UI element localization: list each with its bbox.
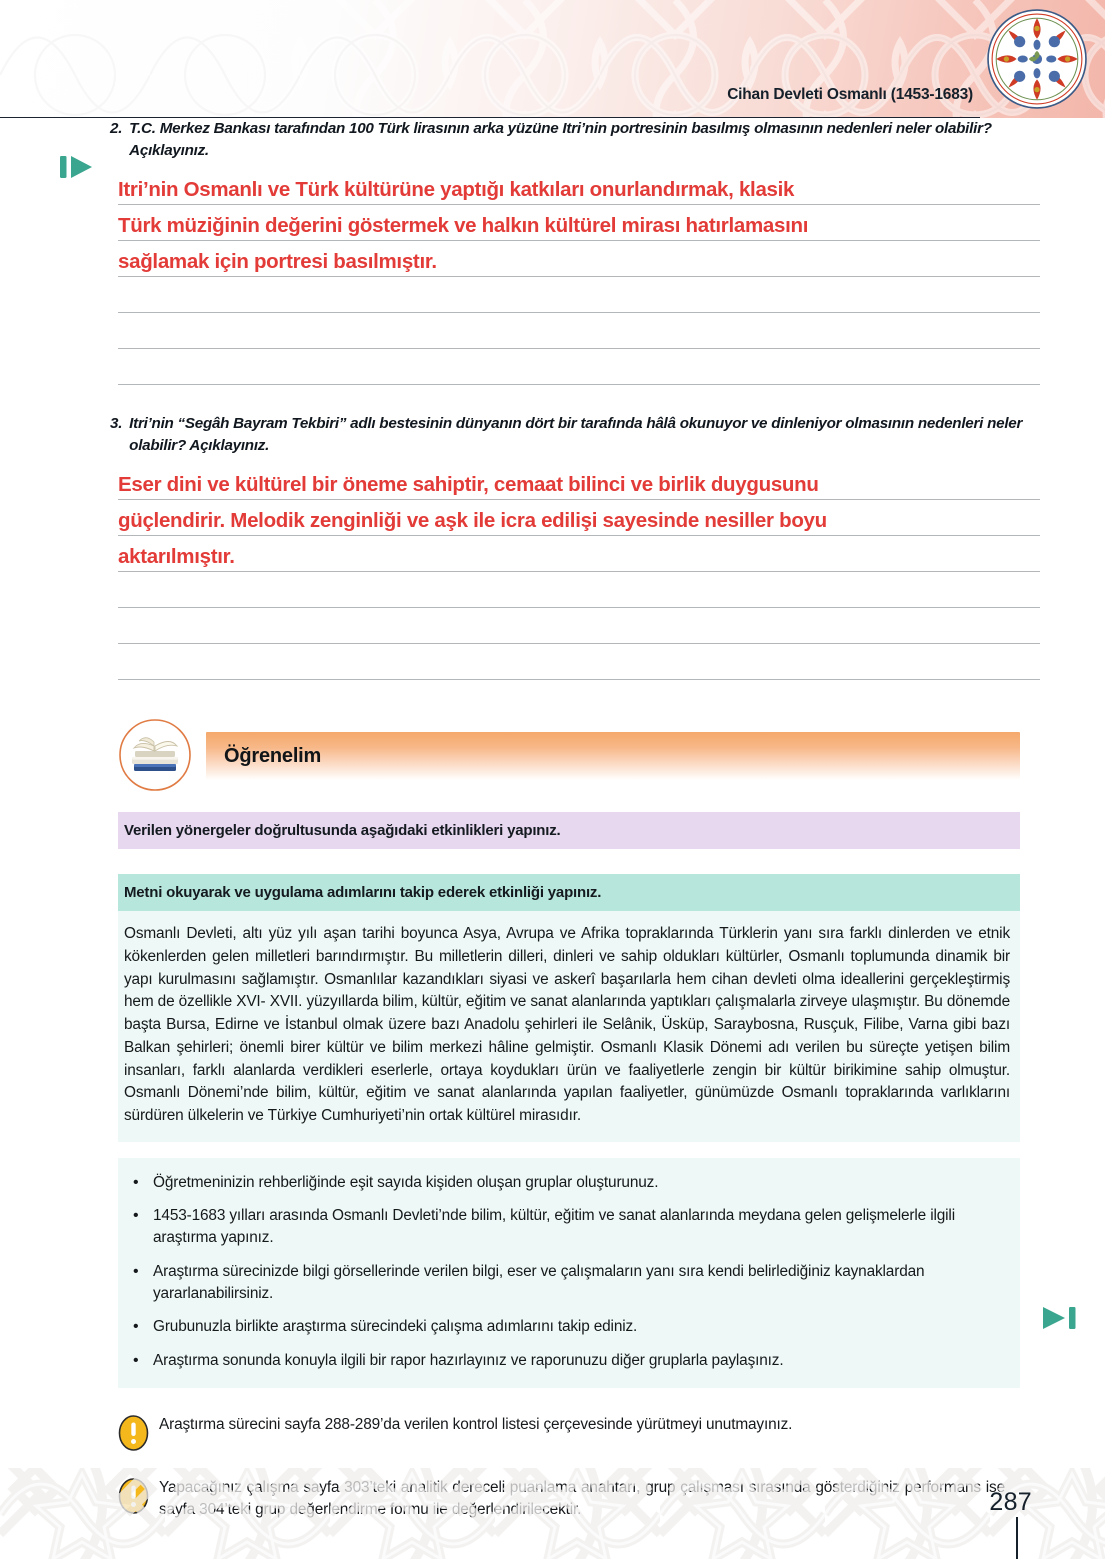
question-heading (0, 118, 1105, 161)
answer-line[interactable] (118, 572, 1040, 608)
note-row (118, 1388, 1005, 1451)
answer-text: Eser dini ve kültürel bir öneme sahiptir, cemaat bilinci ve birlik duygusunu (118, 473, 819, 497)
body-paragraph: Osmanlı Devleti, altı yüz yılı aşan tarihi boyunca Asya, Avrupa ve Afrika topraklarında Türklerin yanı sıra farklı dinlerden ve etnik kökenlerden gelen milletleri barındırmıştır. Bu milletlerin dilleri, dinleri ve sahip oldukları kültürler, Osmanlı toplumunda dinamik bir yapı kurulmasını sağlamıştır. Osmanlılar kazandıkları siyasi ve askerî başarılarla hem cihan devleti olma ideallerini gerçekleştirmiş hem de özellikle XVI- XVII. yüzyıllarda bilim, kültür, eğitim ve sanat alanlarında yaptıkları çalışmalarla zirveye ulaşmıştır. Bu dönemde başta Bursa, Edirne ve İstanbul olmak üzere bazı Anadolu şehirleri ile Selânik, Üsküp, Saraybosna, Rusçuk, Filibe, Varna gibi bazı Balkan şehirleri; önemli birer kültür ve bilim merkezi hâline gelmiştir. Osmanlı Klasik Dönemi adı verilen bu süreçte yetişen bilim insanları, farklı alanlarda verdikleri eserlerle, ortaya koydukları ürün ve faaliyetlerle zengin bir kültür birikimine sahip olmuştur. Osmanlı Dönemi’nde bilim, kültür, eğitim ve sanat alanlarında yapılan faaliyetler, günümüzde Osmanlı topraklarında varlıklarını sürdüren ülkelerin ve Türkiye Cumhuriyeti’nin ortak kültürel mirasıdır. (124, 925, 1010, 1125)
answer-line[interactable] (118, 205, 1040, 241)
instruction-bar-lilac: Verilen yönergeler doğrultusunda aşağıdaki etkinlikleri yapınız. (118, 812, 1020, 849)
page-header (0, 0, 1105, 118)
stack-of-books-icon (118, 718, 192, 792)
instruction-bar-mint: Metni okuyarak ve uygulama adımlarını takip ederek etkinliği yapınız. (118, 874, 1020, 911)
learn-banner (206, 732, 1020, 780)
answer-line[interactable] (118, 500, 1040, 536)
skip-forward-icon[interactable] (1041, 1305, 1077, 1331)
page-footer (0, 1454, 1105, 1559)
list-item: • Grubunuzla birlikte araştırma sürecindeki çalışma adımlarını takip ediniz. (128, 1316, 1008, 1338)
page-number-stem (1016, 1517, 1018, 1559)
learn-section (0, 732, 1105, 780)
answer-line[interactable] (118, 536, 1040, 572)
question-text: Itri’nin “Segâh Bayram Tekbiri” adlı bestesinin dünyanın dört bir tarafında hâlâ okunuyor ve dinleniyor olmasının nedenleri neler olabilir? Açıklayınız. (129, 415, 1023, 454)
question-heading (0, 413, 1105, 456)
answer-line[interactable] (118, 608, 1040, 644)
answer-text: güçlendirir. Melodik zenginliği ve aşk ile icra edilişi sayesinde nesiller boyu (118, 509, 827, 533)
answer-text: Itri’nin Osmanlı ve Türk kültürüne yaptığı katkıları onurlandırmak, klasik (118, 178, 795, 202)
answer-line[interactable] (118, 313, 1040, 349)
answer-area (0, 169, 1105, 385)
warning-exclamation-icon (118, 1415, 149, 1451)
question-block (0, 413, 1105, 680)
answer-text: aktarılmıştır. (118, 545, 235, 569)
question-text: T.C. Merkez Bankası tarafından 100 Türk lirasının arka yüzüne Itri’nin portresinin basılmış olmasının nedenleri neler olabilir? Açıklayınız. (129, 120, 992, 159)
page-title: Cihan Devleti Osmanlı (1453-1683) (727, 86, 973, 103)
answer-line[interactable] (118, 464, 1040, 500)
question-block (0, 118, 1105, 385)
answer-line[interactable] (118, 241, 1040, 277)
list-item: • 1453-1683 yılları arasında Osmanlı Devleti’nde bilim, kültür, eğitim ve sanat alanlarında meydana gelen gelişmelerle ilgili araştırma yapınız. (128, 1205, 1008, 1250)
answer-area (0, 464, 1105, 680)
page-content (0, 118, 1105, 1521)
list-item: • Öğretmeninizin rehberliğinde eşit sayıda kişiden oluşan gruplar oluşturunuz. (128, 1172, 1008, 1194)
question-number: 2. (110, 120, 123, 137)
footer-ornament-pattern (0, 1454, 1105, 1559)
list-item: • Araştırma sürecinizde bilgi görsellerinde verilen bilgi, eser ve çalışmaların yanı sıra kendi belirlediğiniz kaynaklardan yararlanabilirsiniz. (128, 1261, 1008, 1306)
answer-text: sağlamak için portresi basılmıştır. (118, 250, 437, 274)
answer-line[interactable] (118, 169, 1040, 205)
answer-line[interactable] (118, 277, 1040, 313)
bullet-list (128, 1172, 1008, 1372)
body-text-block (118, 911, 1020, 1141)
note-text: Araştırma sürecini sayfa 288-289’da verilen kontrol listesi çerçevesinde yürütmeyi unutmayınız. (159, 1416, 793, 1434)
answer-text: Türk müziğinin değerini göstermek ve halkın kültürel mirası hatırlamasını (118, 214, 809, 238)
list-item: • Araştırma sonunda konuyla ilgili bir rapor hazırlayınız ve raporunuzu diğer gruplarla paylaşınız. (128, 1350, 1008, 1372)
learn-title: Öğrenelim (224, 744, 322, 767)
bullet-block (118, 1158, 1020, 1388)
answer-line[interactable] (118, 644, 1040, 680)
question-number: 3. (110, 415, 123, 433)
ottoman-iznik-medallion-icon (986, 8, 1088, 110)
page-number: 287 (989, 1488, 1032, 1516)
answer-line[interactable] (118, 349, 1040, 385)
